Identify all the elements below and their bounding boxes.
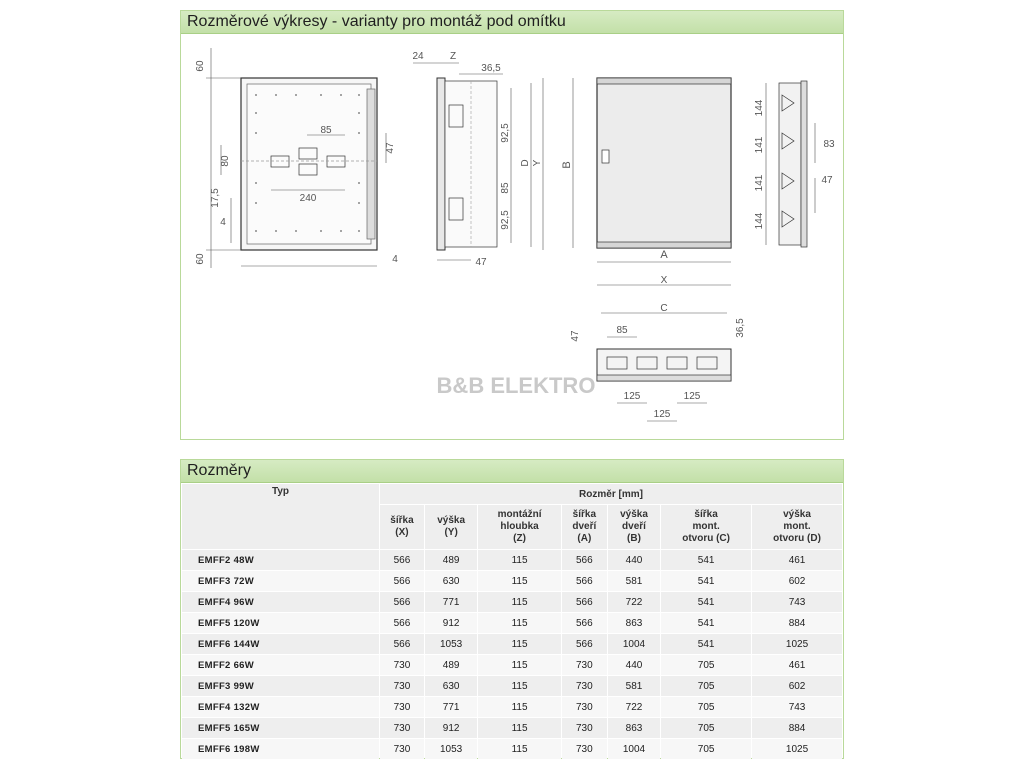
value-cell: 115 xyxy=(478,634,561,654)
column-header xyxy=(562,505,607,549)
front-dim-right-4: 4 xyxy=(392,254,398,265)
profile-dim-144a: 144 xyxy=(754,99,765,117)
table-row xyxy=(182,613,842,633)
column-header xyxy=(752,505,842,549)
value-cell: 541 xyxy=(661,634,751,654)
profile-dim-144b: 144 xyxy=(754,212,765,230)
value-cell: 440 xyxy=(608,550,660,570)
value-cell: 722 xyxy=(608,592,660,612)
value-cell: 489 xyxy=(425,655,477,675)
value-cell: 771 xyxy=(425,697,477,717)
value-cell: 1025 xyxy=(752,739,842,759)
value-cell: 581 xyxy=(608,676,660,696)
column-header-line: šířka xyxy=(572,509,597,520)
value-cell: 1025 xyxy=(752,634,842,654)
value-cell: 705 xyxy=(661,718,751,738)
front-dim-bottom: 60 xyxy=(195,253,206,265)
table-row xyxy=(182,592,842,612)
column-header xyxy=(661,505,751,549)
front-dim-85: 85 xyxy=(320,125,332,136)
bottom-dim-47: 47 xyxy=(570,330,581,342)
value-cell: 541 xyxy=(661,550,751,570)
value-cell: 541 xyxy=(661,613,751,633)
column-header-line: dveří xyxy=(572,521,597,532)
type-cell: EMFF2 48W xyxy=(182,550,379,570)
type-cell: EMFF5 165W xyxy=(182,718,379,738)
value-cell: 705 xyxy=(661,655,751,675)
value-cell: 602 xyxy=(752,571,842,591)
value-cell: 461 xyxy=(752,655,842,675)
value-cell: 912 xyxy=(425,613,477,633)
door-view xyxy=(597,78,731,248)
value-cell: 566 xyxy=(562,634,607,654)
door-dim-b: B xyxy=(561,161,573,169)
value-cell: 489 xyxy=(425,550,477,570)
type-cell: EMFF6 198W xyxy=(182,739,379,759)
value-cell: 566 xyxy=(562,550,607,570)
type-cell: EMFF6 144W xyxy=(182,634,379,654)
front-dim-240: 240 xyxy=(299,193,317,204)
value-cell: 730 xyxy=(562,739,607,759)
profile-view xyxy=(779,81,807,247)
value-cell: 566 xyxy=(562,592,607,612)
front-dim-left-4: 4 xyxy=(220,217,226,228)
side-dim-24: 24 xyxy=(412,51,424,62)
value-cell: 730 xyxy=(562,718,607,738)
value-cell: 566 xyxy=(380,592,424,612)
column-header-line: mont. xyxy=(692,521,720,532)
table-row xyxy=(182,739,842,759)
column-header-line: (B) xyxy=(627,533,641,544)
watermark: B&B ELEKTRO xyxy=(436,373,596,398)
value-cell: 566 xyxy=(380,571,424,591)
column-header-line: dveří xyxy=(622,521,646,532)
value-cell: 1004 xyxy=(608,634,660,654)
value-cell: 863 xyxy=(608,613,660,633)
value-cell: 730 xyxy=(380,739,424,759)
value-cell: 566 xyxy=(380,613,424,633)
value-cell: 912 xyxy=(425,718,477,738)
side-dim-92-5b: 92,5 xyxy=(500,210,511,230)
value-cell: 461 xyxy=(752,550,842,570)
type-cell: EMFF3 99W xyxy=(182,676,379,696)
front-dim-80: 80 xyxy=(220,155,231,167)
type-cell: EMFF4 96W xyxy=(182,592,379,612)
type-cell: EMFF5 120W xyxy=(182,613,379,633)
value-cell: 566 xyxy=(562,613,607,633)
bottom-dim-125b: 125 xyxy=(683,391,701,402)
drawings-title: Rozměrové výkresy - varianty pro montáž pod omítku xyxy=(181,11,843,34)
profile-dim-47: 47 xyxy=(821,175,833,186)
door-dim-a: A xyxy=(660,249,668,261)
value-cell: 115 xyxy=(478,613,561,633)
value-cell: 566 xyxy=(562,571,607,591)
front-dim-47: 47 xyxy=(385,142,396,154)
value-cell: 115 xyxy=(478,592,561,612)
front-dim-top: 60 xyxy=(195,60,206,72)
table-row xyxy=(182,571,842,591)
value-cell: 566 xyxy=(380,634,424,654)
table-row xyxy=(182,634,842,654)
value-cell: 730 xyxy=(380,718,424,738)
value-cell: 115 xyxy=(478,550,561,570)
column-header xyxy=(478,505,561,549)
value-cell: 566 xyxy=(380,550,424,570)
bottom-dim-36-5: 36,5 xyxy=(735,318,746,338)
value-cell: 541 xyxy=(661,592,751,612)
column-header xyxy=(608,505,660,549)
side-dim-y: Y xyxy=(532,159,543,167)
column-header-line: (Z) xyxy=(513,533,526,544)
side-dim-z: Z xyxy=(449,51,457,62)
column-header-line: (Y) xyxy=(444,527,458,538)
value-cell: 884 xyxy=(752,613,842,633)
value-cell: 115 xyxy=(478,571,561,591)
value-cell: 705 xyxy=(661,739,751,759)
value-cell: 730 xyxy=(562,697,607,717)
value-cell: 863 xyxy=(608,718,660,738)
bottom-dim-125a: 125 xyxy=(623,391,641,402)
dimensions-table xyxy=(181,483,843,760)
table-row xyxy=(182,550,842,570)
bottom-dim-125c: 125 xyxy=(653,409,671,420)
bottom-dim-x: X xyxy=(660,275,668,286)
value-cell: 730 xyxy=(562,655,607,675)
value-cell: 115 xyxy=(478,655,561,675)
value-cell: 630 xyxy=(425,676,477,696)
value-cell: 743 xyxy=(752,592,842,612)
value-cell: 541 xyxy=(661,571,751,591)
dimensions-title: Rozměry xyxy=(181,460,843,483)
value-cell: 722 xyxy=(608,697,660,717)
column-header-line: otvoru (D) xyxy=(773,533,821,544)
bottom-dim-c: C xyxy=(660,303,668,314)
value-cell: 730 xyxy=(380,676,424,696)
side-dim-92-5a: 92,5 xyxy=(500,123,511,143)
value-cell: 602 xyxy=(752,676,842,696)
value-cell: 115 xyxy=(478,676,561,696)
column-header-line: montážní xyxy=(497,509,542,520)
side-view xyxy=(437,78,497,250)
value-cell: 1053 xyxy=(425,634,477,654)
front-dim-17-5: 17,5 xyxy=(210,188,221,208)
profile-dim-141a: 141 xyxy=(754,136,765,154)
typ-header: Typ xyxy=(182,484,379,549)
technical-drawings xyxy=(181,33,843,439)
dimensions-panel xyxy=(180,459,844,759)
type-cell: EMFF4 132W xyxy=(182,697,379,717)
column-header-line: šířka xyxy=(694,509,718,520)
drawings-panel xyxy=(180,10,844,440)
value-cell: 730 xyxy=(380,655,424,675)
profile-dim-141b: 141 xyxy=(754,174,765,192)
value-cell: 771 xyxy=(425,592,477,612)
value-cell: 730 xyxy=(562,676,607,696)
column-header-line: hloubka xyxy=(500,521,539,532)
side-dim-47: 47 xyxy=(475,257,487,268)
side-dim-85: 85 xyxy=(500,182,511,194)
value-cell: 440 xyxy=(608,655,660,675)
value-cell: 1053 xyxy=(425,739,477,759)
table-row xyxy=(182,718,842,738)
column-header-line: mont. xyxy=(783,521,811,532)
column-header-line: výška xyxy=(437,515,466,526)
value-cell: 115 xyxy=(478,739,561,759)
table-row xyxy=(182,697,842,717)
type-cell: EMFF2 66W xyxy=(182,655,379,675)
value-cell: 884 xyxy=(752,718,842,738)
value-cell: 581 xyxy=(608,571,660,591)
side-dim-36-5: 36,5 xyxy=(481,63,501,74)
column-header-line: otvoru (C) xyxy=(682,533,730,544)
value-cell: 115 xyxy=(478,697,561,717)
column-header xyxy=(380,505,424,549)
value-cell: 115 xyxy=(478,718,561,738)
table-row xyxy=(182,676,842,696)
rozmer-header: Rozměr [mm] xyxy=(380,484,842,504)
value-cell: 1004 xyxy=(608,739,660,759)
front-view xyxy=(241,78,377,250)
bottom-view xyxy=(597,349,731,381)
value-cell: 705 xyxy=(661,676,751,696)
column-header xyxy=(425,505,477,549)
bottom-dim-85: 85 xyxy=(616,325,628,336)
value-cell: 705 xyxy=(661,697,751,717)
column-header-line: výška xyxy=(783,509,811,520)
column-header-line: (A) xyxy=(577,533,592,544)
profile-dim-83: 83 xyxy=(823,139,835,150)
column-header-line: šířka xyxy=(390,515,414,526)
side-dim-d: D xyxy=(520,159,531,167)
value-cell: 730 xyxy=(380,697,424,717)
column-header-line: (X) xyxy=(395,527,409,538)
table-body xyxy=(182,550,842,759)
value-cell: 630 xyxy=(425,571,477,591)
type-cell: EMFF3 72W xyxy=(182,571,379,591)
value-cell: 743 xyxy=(752,697,842,717)
table-row xyxy=(182,655,842,675)
column-header-line: výška xyxy=(620,509,648,520)
